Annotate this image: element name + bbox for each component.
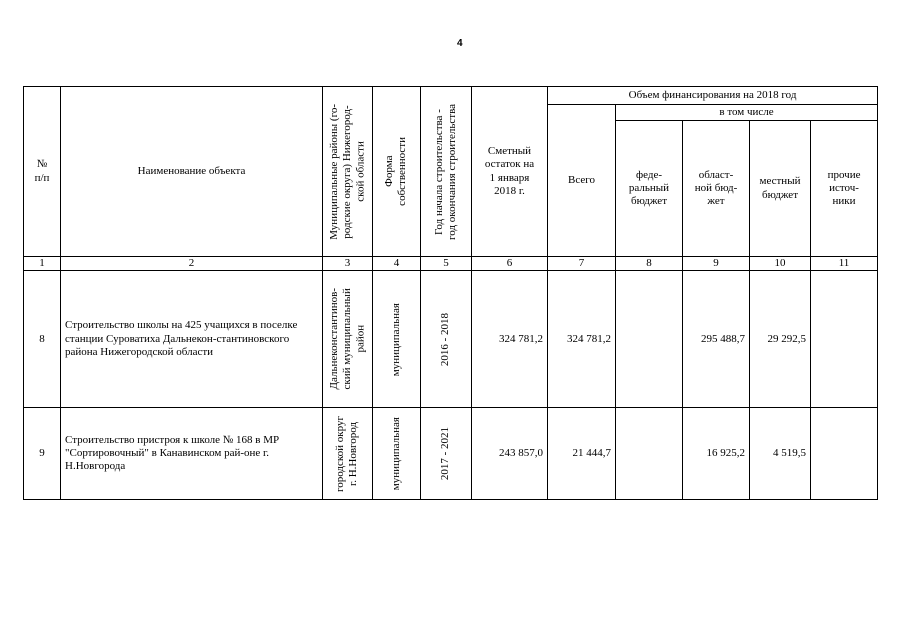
- row-district: [323, 408, 373, 500]
- row-local: 29 292,5: [750, 271, 811, 408]
- header-total: Всего: [548, 105, 616, 257]
- header-local: местный бюджет: [750, 121, 811, 257]
- header-federal: феде- ральный бюджет: [616, 121, 683, 257]
- col-number: 1: [24, 257, 61, 271]
- header-regional: област- ной бюд- жет: [683, 121, 750, 257]
- col-number: 5: [421, 257, 472, 271]
- header-years-text: Год начала строительства - год окончания строительства: [432, 103, 458, 240]
- row-total: 324 781,2: [548, 271, 616, 408]
- row-other: [811, 408, 878, 500]
- row-num: 8: [24, 271, 61, 408]
- row-name: Строительство пристроя к школе № 168 в МР "Сортировочный" в Канавинском рай-оне г. Н.Новгорода: [61, 408, 323, 500]
- row-local: 4 519,5: [750, 408, 811, 500]
- financing-table: [23, 86, 878, 500]
- header-district-text: Муниципальные районы (го- родские округа) Нижегород- ской области: [327, 103, 367, 240]
- row-other: [811, 271, 878, 408]
- table-row: [24, 408, 878, 500]
- row-years: [421, 271, 472, 408]
- row-remainder: 324 781,2: [472, 271, 548, 408]
- row-district-text: городской округ г. Н.Новгород: [334, 415, 360, 492]
- col-number: 10: [750, 257, 811, 271]
- header-other: прочие источ- ники: [811, 121, 878, 257]
- col-number: 11: [811, 257, 878, 271]
- header-num: № п/п: [24, 87, 61, 257]
- header-incl-group: в том числе: [616, 105, 878, 121]
- header-funding-group: Объем финансирования на 2018 год: [548, 87, 878, 105]
- row-ownership-text: муниципальная: [389, 417, 402, 491]
- table-row: [24, 271, 878, 408]
- header-ownership-text: Форма собственности: [383, 137, 409, 206]
- row-district-text: Дальнеконстантинов- ский муниципальный район: [327, 288, 367, 390]
- col-number: 7: [548, 257, 616, 271]
- row-federal: [616, 408, 683, 500]
- col-number: 6: [472, 257, 548, 271]
- row-years: [421, 408, 472, 500]
- row-years-text: 2016 - 2018: [439, 312, 452, 366]
- row-regional: 16 925,2: [683, 408, 750, 500]
- row-ownership: [373, 408, 421, 500]
- col-number: 3: [323, 257, 373, 271]
- row-ownership: [373, 271, 421, 408]
- col-number: 2: [61, 257, 323, 271]
- row-regional: 295 488,7: [683, 271, 750, 408]
- page-number: 4: [457, 38, 463, 49]
- row-name: Строительство школы на 425 учащихся в поселке станции Суроватиха Дальнекон-стантиновского района Нижегородской области: [61, 271, 323, 408]
- header-district: [323, 87, 373, 257]
- header-name: Наименование объекта: [61, 87, 323, 257]
- row-federal: [616, 271, 683, 408]
- header-ownership: [373, 87, 421, 257]
- row-total: 21 444,7: [548, 408, 616, 500]
- row-years-text: 2017 - 2021: [439, 427, 452, 481]
- col-number: 9: [683, 257, 750, 271]
- header-years: [421, 87, 472, 257]
- col-number: 8: [616, 257, 683, 271]
- column-number-row: [24, 257, 878, 271]
- row-district: [323, 271, 373, 408]
- row-num: 9: [24, 408, 61, 500]
- header-remainder: Сметный остаток на 1 января 2018 г.: [472, 87, 548, 257]
- row-remainder: 243 857,0: [472, 408, 548, 500]
- col-number: 4: [373, 257, 421, 271]
- row-ownership-text: муниципальная: [389, 302, 402, 376]
